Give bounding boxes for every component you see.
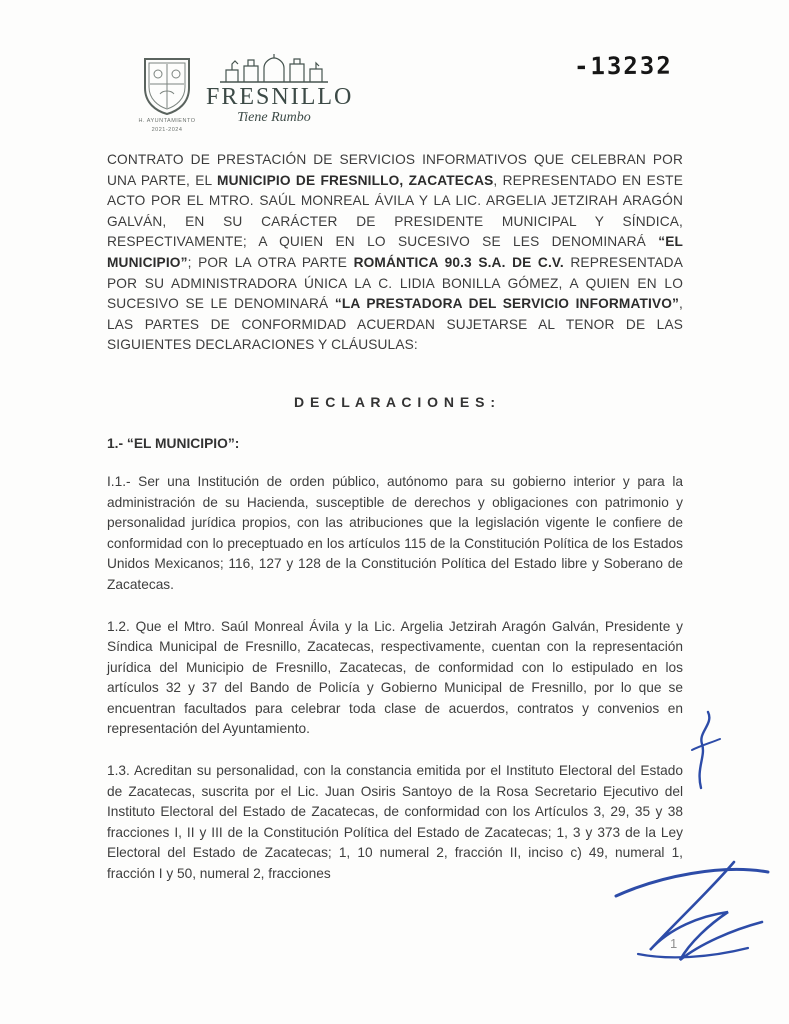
text-segment: ; POR LA OTRA PARTE <box>187 254 354 270</box>
logo-wordmark: FRESNILLO <box>206 84 354 110</box>
coat-of-arms-icon <box>136 56 198 116</box>
logo-tagline: Tiene Rumbo <box>237 110 311 125</box>
text-segment: , LAS PARTES DE CONFORMIDAD ACUERDAN SUJETARSE AL TENOR DE LAS SIGUIENTES DECLARACIONES Y CLÁUSULAS: <box>107 296 683 353</box>
text-segment-bold: “LA PRESTADORA DEL SERVICIO INFORMATIVO” <box>334 296 680 312</box>
paragraph-1-2: 1.2. Que el Mtro. Saúl Monreal Ávila y la Lic. Argelia Jetzirah Aragón Galván, Presidente y Síndica Municipal de Fresnillo, Zacatecas, respectivamente, cuentan con la representación jurídica del Municipio de Fresnillo, Zacatecas, de conformidad con lo estipulado en los artículos 32 y 37 del Bando de Policía y Gobierno Municipal de Fresnillo, por lo que se encuentran facultados para celebrar toda clase de acuerdos, contratos y convenios en representación del Ayuntamiento. <box>107 618 683 737</box>
text-segment: REPRESENTADA POR SU ADMINISTRADORA ÚNICA LA C. LIDIA BONILLA GÓMEZ, A QUIEN EN LO SUCESIVO SE LE DENOMINARÁ <box>107 254 683 312</box>
crest-caption-line1: H. AYUNTAMIENTO <box>138 118 196 124</box>
text-segment-bold: “EL MUNICIPIO” <box>107 234 683 270</box>
section-heading-el-municipio: 1.- “EL MUNICIPIO”: <box>107 435 240 451</box>
ink-signature-large <box>608 856 776 973</box>
municipal-crest <box>136 56 198 134</box>
text-segment-bold: MUNICIPIO DE FRESNILLO, ZACATECAS <box>217 172 494 188</box>
document-body <box>107 150 683 885</box>
skyline-icon <box>206 54 342 84</box>
ink-mark-small <box>684 708 726 797</box>
opening-clause-paragraph <box>107 150 683 356</box>
text-segment: CONTRATO DE PRESTACIÓN DE SERVICIOS INFORMATIVOS QUE CELEBRAN POR UNA PARTE, EL <box>107 152 683 188</box>
fresnillo-logo <box>206 54 354 126</box>
text-segment: , REPRESENTADO EN ESTE ACTO POR EL MTRO. SAÚL MONREAL ÁVILA Y LA LIC. ARGELIA JETZIRAH ARAGÓN GALVÁN, EN SU CARÁCTER DE PRESIDENTE MUNICIPAL Y SÍNDICA, RESPECTIVAMENTE; A QUIEN EN LO SUCESIVO SE LES DENOMINARÁ <box>107 172 683 250</box>
paragraph-i1: I.1.- Ser una Institución de orden público, autónomo para su gobierno interior y para la administración de su Hacienda, susceptible de derechos y obligaciones con patrimonio y personalidad jurídica propios, con las atribuciones que la legislación vigente le confiere de conformidad con lo preceptuado en los artículos 115 de la Constitución Política de los Estados Unidos Mexicanos; 116, 127 y 128 de la Constitución Política del Estado libre y Soberano de Zacatecas. <box>107 473 683 592</box>
page-number: 1 <box>670 936 678 951</box>
declaraciones-title: D E C L A R A C I O N E S : <box>293 393 496 410</box>
paragraph-1-3: 1.3. Acreditan su personalidad, con la constancia emitida por el Instituto Electoral del Estado de Zacatecas, suscrita por el Lic. Juan Osiris Santoyo de la Rosa Secretario Ejecutivo del Instituto Electoral del Estado de Zacatecas, de conformidad con los Artículos 3, 29, 35 y 38 fracciones I, II y III de la Constitución Política del Estado de Zacatecas; 1, 3 y 373 de la Ley Electoral del Estado de Zacatecas; 1, 10 numeral 2, fracción II, inciso c) 49, numeral 1, fracción I y 50, numeral 2, fracciones <box>107 763 683 882</box>
text-segment-bold: ROMÁNTICA 90.3 S.A. DE C.V. <box>353 254 564 270</box>
crest-caption-line2: 2021-2024 <box>151 127 183 133</box>
folio-stamp-number: -13232 <box>573 51 673 81</box>
